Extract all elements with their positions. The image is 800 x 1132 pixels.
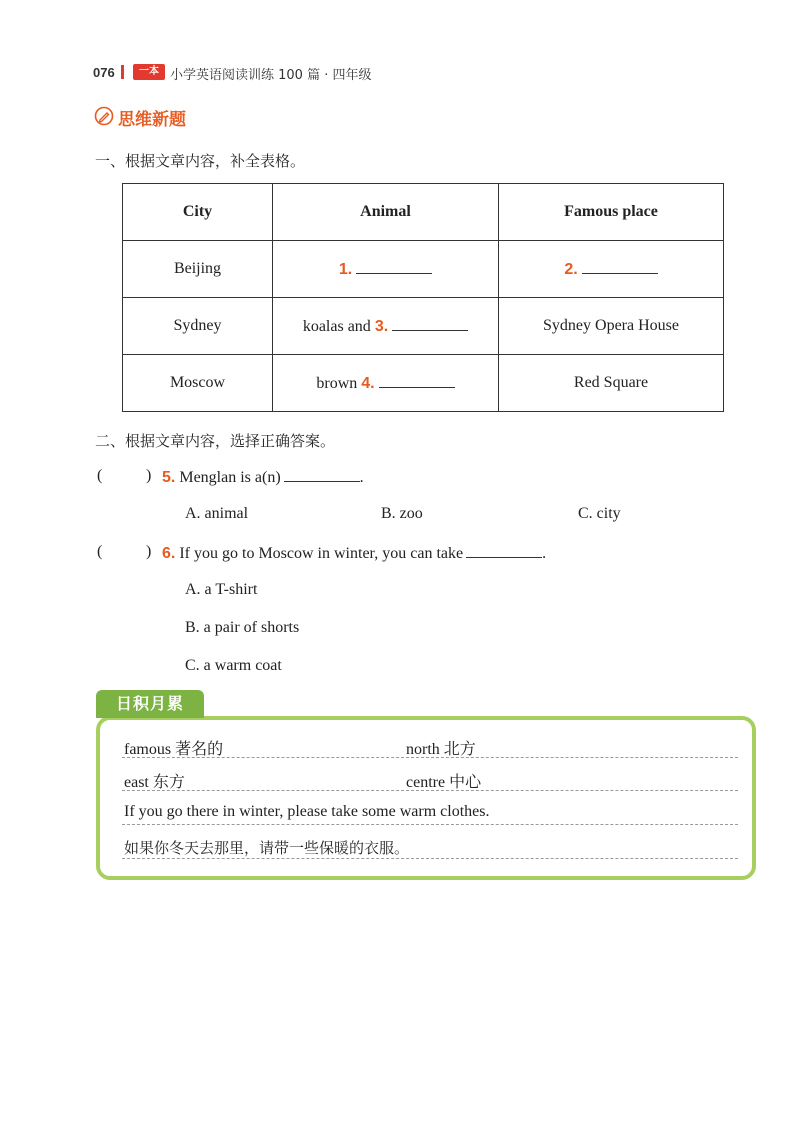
- answer-blank[interactable]: [356, 259, 432, 274]
- cell-city: Moscow: [123, 355, 273, 412]
- vocab-sentence-zh: 如果你冬天去那里，请带一些保暖的衣服。: [124, 839, 410, 857]
- cell-animal: [273, 241, 499, 298]
- vocab-label: 日积月累: [96, 690, 204, 718]
- blank-number: 3.: [374, 318, 389, 335]
- answer-paren-open: (: [97, 543, 103, 560]
- answer-blank[interactable]: [392, 316, 468, 331]
- brand-logo: 一本: [133, 64, 165, 80]
- cell-city: Sydney: [123, 298, 273, 355]
- answer-slot-q6[interactable]: [108, 542, 144, 562]
- option-a[interactable]: A. animal: [185, 505, 249, 522]
- table-row: [123, 298, 724, 355]
- dashed-rule: [122, 824, 738, 825]
- animal-prefix: koalas and: [302, 318, 371, 335]
- option-b[interactable]: B. a pair of shorts: [185, 619, 300, 636]
- book-title: 小学英语阅读训练 100 篇 · 四年级: [170, 68, 372, 83]
- animal-prefix: brown: [316, 375, 358, 392]
- table-row: [123, 355, 724, 412]
- page-number: 076: [93, 65, 115, 80]
- question-blank: [466, 543, 542, 558]
- blank-number: 1.: [338, 261, 353, 278]
- fill-table: [122, 183, 724, 412]
- question-number: 5.: [162, 469, 176, 486]
- cell-city: Beijing: [123, 241, 273, 298]
- question-text: Menglan is a(n): [179, 469, 281, 486]
- header-divider: [121, 65, 124, 79]
- answer-slot-q5[interactable]: [108, 466, 144, 486]
- answer-paren-open: (: [97, 467, 103, 484]
- vocab-item: famous 著名的: [124, 741, 224, 758]
- blank-number: 2.: [564, 261, 578, 278]
- vocab-sentence-en: If you go there in winter, please take some warm clothes.: [124, 803, 490, 820]
- option-a[interactable]: A. a T-shirt: [185, 581, 258, 598]
- answer-blank[interactable]: [582, 259, 658, 274]
- option-c[interactable]: C. city: [578, 505, 621, 522]
- cell-place: Red Square: [499, 355, 724, 412]
- question-6: 6. If you go to Moscow in winter, you can take .: [162, 545, 547, 562]
- header-famous-place: Famous place: [499, 184, 724, 241]
- blank-number: 4.: [361, 375, 375, 392]
- section-title: 思维新题: [118, 110, 186, 130]
- answer-blank[interactable]: [379, 373, 455, 388]
- part2-instruction: 二、根据文章内容，选择正确答案。: [95, 432, 336, 450]
- vocab-item: north 北方: [406, 741, 476, 758]
- dashed-rule: [122, 790, 738, 791]
- cell-place: Sydney Opera House: [499, 298, 724, 355]
- cell-animal: [273, 355, 499, 412]
- dashed-rule: [122, 757, 738, 758]
- question-text: If you go to Moscow in winter, you can take: [179, 545, 464, 562]
- vocab-item: centre 中心: [406, 774, 482, 791]
- question-5: 5. Menglan is a(n) .: [162, 469, 364, 486]
- question-number: 6.: [162, 545, 176, 562]
- dashed-rule: [122, 858, 738, 859]
- vocab-item: east 东方: [124, 774, 185, 791]
- answer-paren-close: ): [146, 467, 152, 484]
- question-blank: [284, 467, 360, 482]
- part1-instruction: 一、根据文章内容，补全表格。: [95, 152, 306, 170]
- header-animal: Animal: [273, 184, 499, 241]
- table-row: [123, 241, 724, 298]
- table-header-row: [123, 184, 724, 241]
- header-city: City: [123, 184, 273, 241]
- option-c[interactable]: C. a warm coat: [185, 657, 282, 674]
- answer-paren-close: ): [146, 543, 152, 560]
- pencil-circle-icon: [94, 106, 114, 126]
- cell-animal: [273, 298, 499, 355]
- cell-place: [499, 241, 724, 298]
- option-b[interactable]: B. zoo: [381, 505, 423, 522]
